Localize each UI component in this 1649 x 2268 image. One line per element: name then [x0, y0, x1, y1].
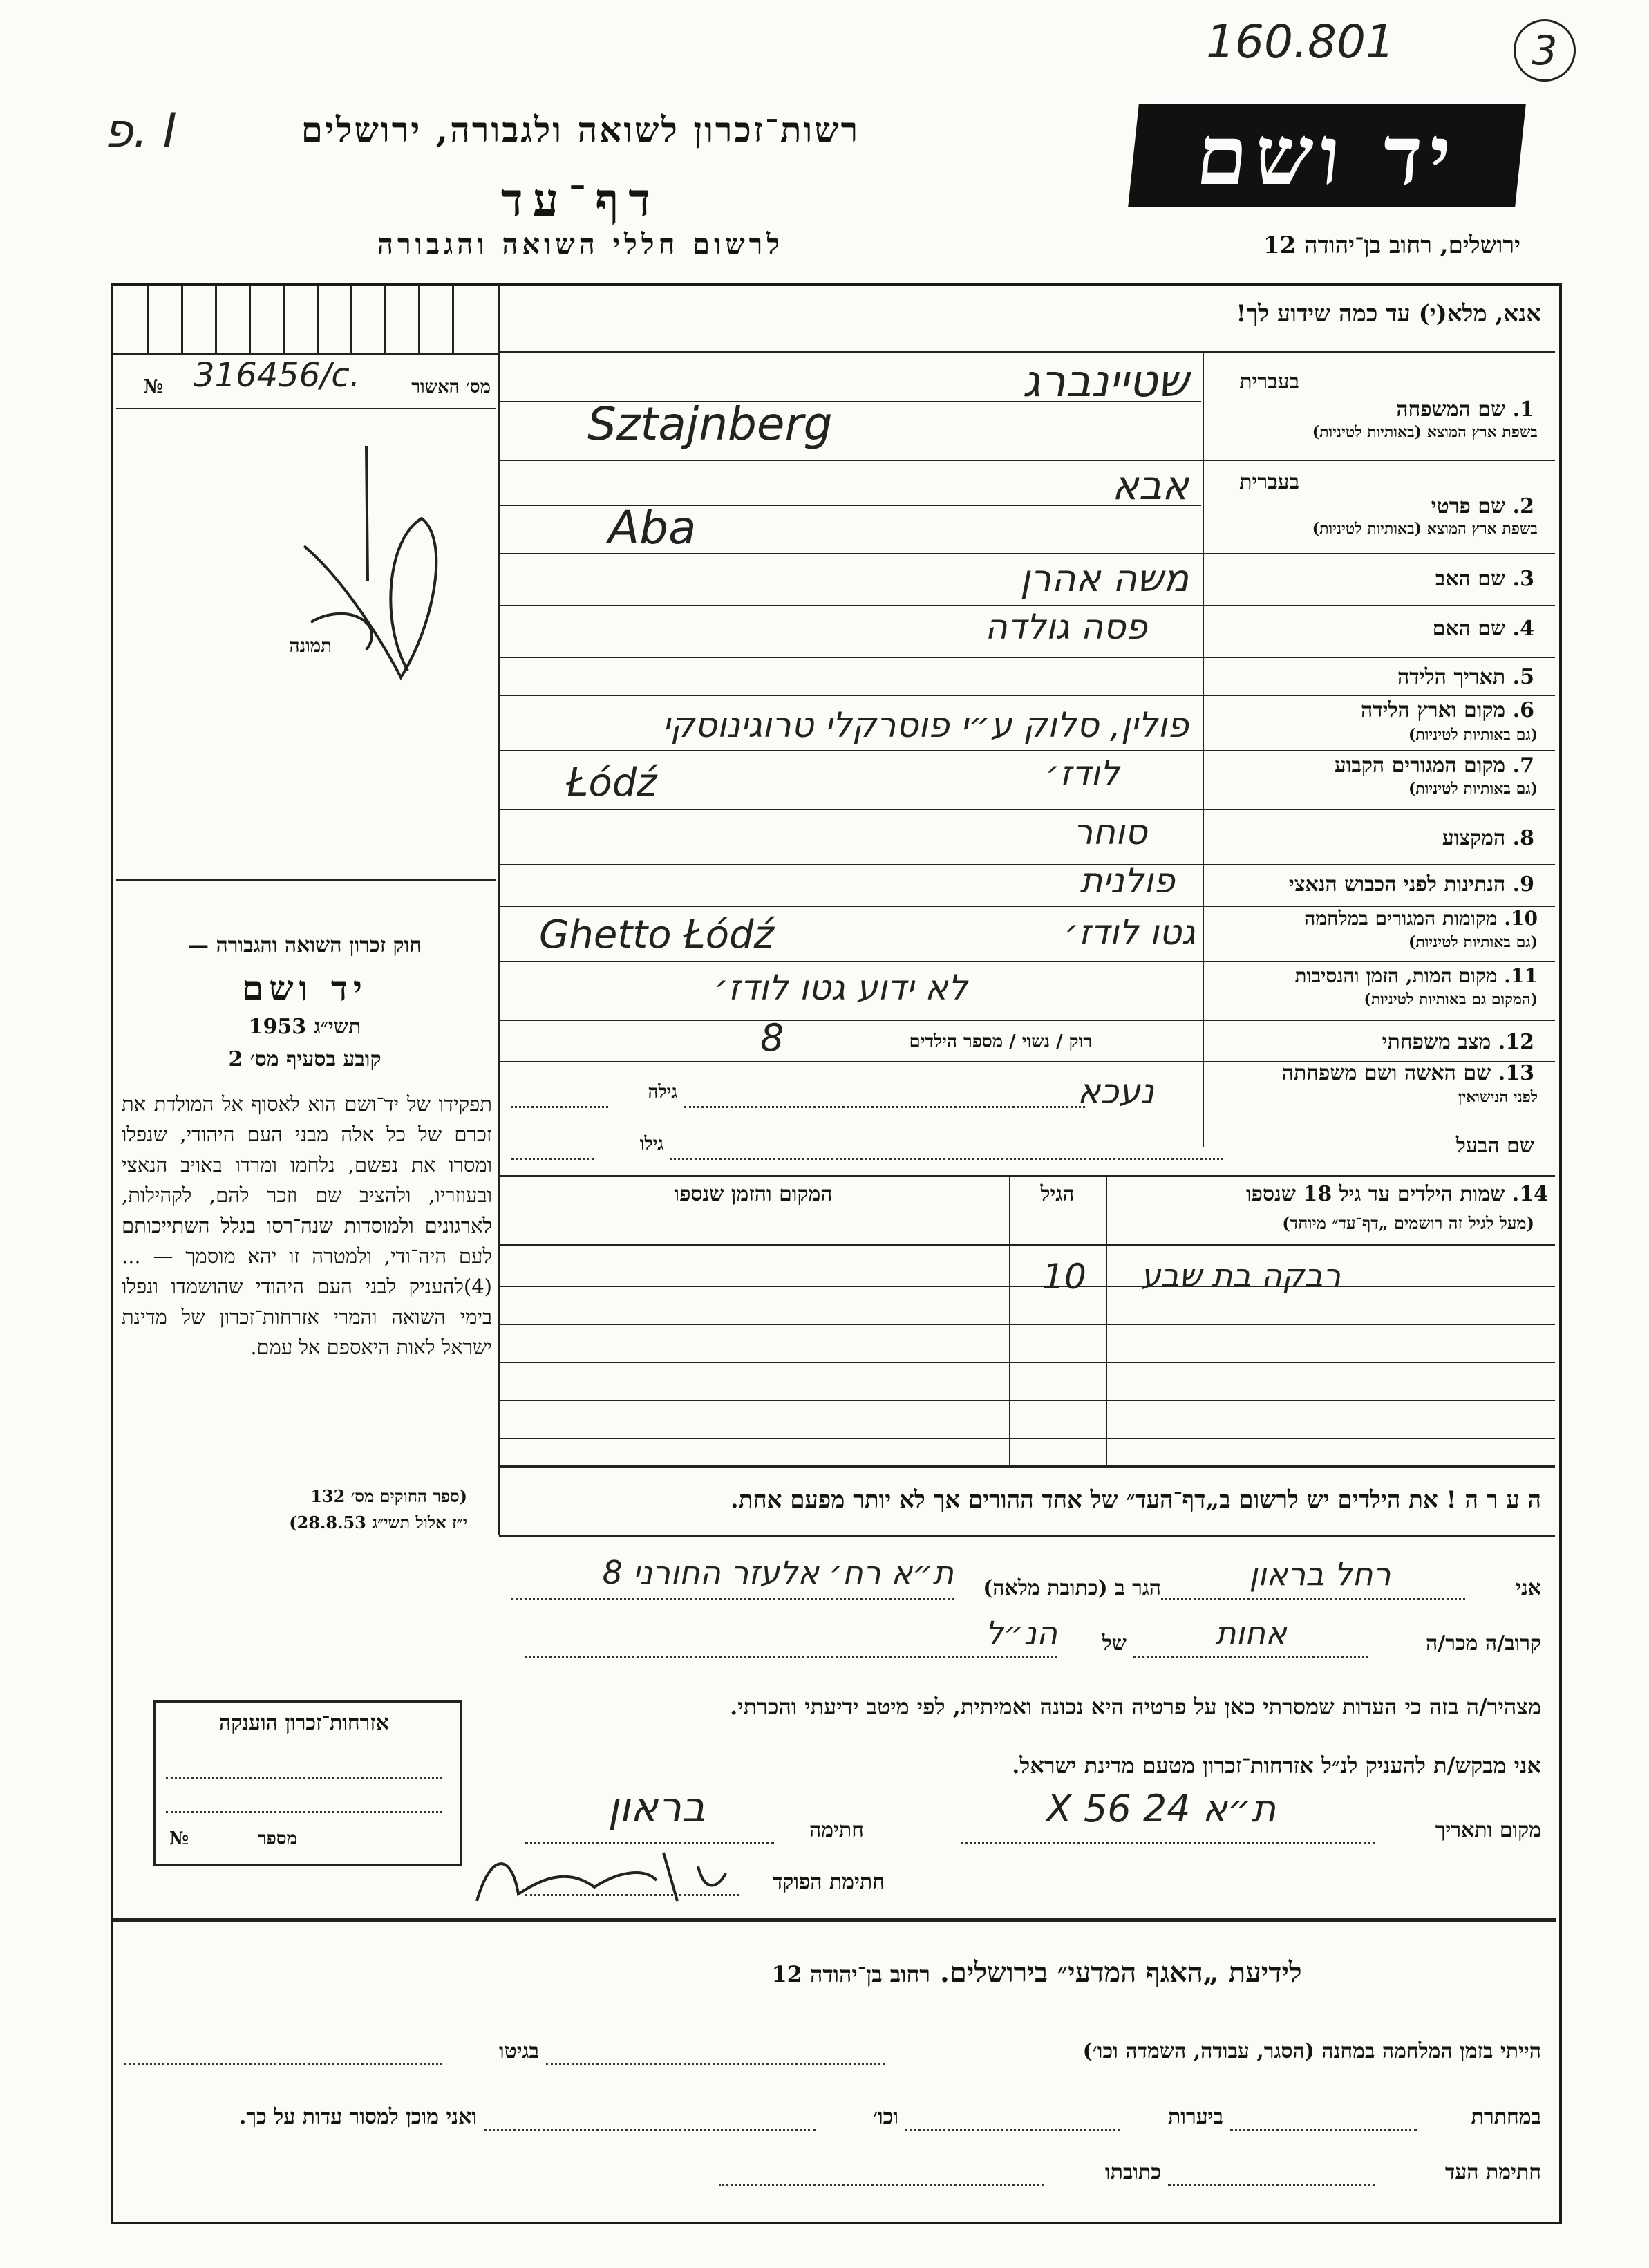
child-name: רבקה בת שבע — [1140, 1257, 1341, 1294]
field-1-hebrew-tag: בעברית — [1239, 370, 1299, 394]
field-13-age-label: גילה — [648, 1082, 677, 1103]
relation-value: אחות — [1215, 1614, 1287, 1651]
field-5-label: 5. תאריך הלידה — [1397, 665, 1534, 689]
field-2-hebrew-tag: בעברית — [1239, 470, 1299, 494]
bottom-title — [484, 1956, 1590, 1989]
place-date-value: ת״א 24 X 56 — [1046, 1787, 1276, 1830]
law-clause: קובע בסעיף מס׳ 2 — [228, 1047, 381, 1071]
witness-signature-label: חתימת העד — [1444, 2160, 1541, 2184]
field-10-latin-value: Ghetto Łódź — [539, 912, 774, 957]
bottom-etc-label: וכו׳ — [873, 2105, 898, 2129]
declaration-resides-label: הגר ב (כתובת מלאה) — [983, 1576, 1161, 1600]
field-10-value: גטו לודז׳ — [1064, 912, 1196, 953]
photo-signature-scribble — [263, 442, 470, 705]
declaration-statement: מצהיר/ה בזה כי העדות שמסרתי כאן על פרטיה היא נכונה ואמיתית, לפי מיטב ידיעתי והכרתי. — [730, 1694, 1541, 1720]
field-12-options: רוק / נשוי / מספר הילדים — [909, 1031, 1092, 1052]
field-1-label: 1. שם המשפחה — [1396, 397, 1534, 422]
bottom-underground-label: במחתרת — [1471, 2105, 1541, 2129]
approval-no-sign: № — [144, 377, 164, 397]
officer-signature-label: חתימת הפוקד — [772, 1870, 885, 1894]
field-2-sub: בשפת ארץ המוצא (באותיות לטיניות) — [1312, 520, 1538, 538]
field-6-value: פולין, סלוק ע״י פוסרקלי טרוגינוסקי — [662, 705, 1189, 745]
field-9-label: 9. הנתינות לפני הכבוש הנאצי — [1288, 872, 1534, 897]
field-3-value: משה אהרן — [1020, 556, 1189, 600]
field-11-sub: (המקום גם באותיות לטיניות) — [1364, 991, 1538, 1009]
signature-icon — [449, 1839, 739, 1915]
husband-label: שם הבעל — [1455, 1134, 1534, 1158]
law-year: תשי״ג 1953 — [248, 1015, 361, 1039]
field-2-label: 2. שם פרטי — [1431, 494, 1534, 518]
law-title: חוק זכרון השואה והגבורה — — [188, 933, 422, 957]
circled-number: 3 — [1514, 19, 1576, 82]
corner-note: פ. I — [104, 104, 177, 158]
bottom-title-text: לידיעת „האגף המדעי״ בירושלים. — [939, 1956, 1302, 1989]
field-3-label: 3. שם האב — [1435, 567, 1534, 591]
husband-age-label: גילו — [639, 1134, 663, 1154]
field-9-value: פולנית — [1080, 861, 1175, 901]
field-7-latin-value: Łódź — [567, 760, 657, 805]
declarant-address: ת״א רח׳ אלעזר החורני 8 — [602, 1554, 954, 1591]
note-text: ה ע ר ה ! את הילדים יש לרשום ב„דף־העד״ של אחד ההורים אך לא יותר מפעם אחת. — [730, 1486, 1541, 1514]
relative-label: קרוב/ה מכר/ה — [1426, 1631, 1541, 1656]
field-8-label: 8. המקצוע — [1442, 826, 1534, 850]
field-1-sub: בשפת ארץ המוצא (באותיות לטיניות) — [1312, 423, 1538, 441]
citizenship-number-label: מספר — [257, 1828, 297, 1849]
declarant-name: רחל בראון — [1249, 1555, 1391, 1593]
children-title: 14. שמות הילדים עד גיל 18 שנספו — [1245, 1182, 1548, 1206]
field-6-sub: (גם באותיות לטיניות) — [1408, 726, 1538, 744]
children-place-header: המקום והזמן שנספו — [674, 1182, 833, 1206]
field-7-label: 7. מקום המגורים הקבוע — [1334, 753, 1534, 778]
field-4-label: 4. שם האם — [1432, 617, 1534, 641]
field-12-label: 12. מצב משפחתי — [1382, 1030, 1534, 1054]
law-logo: יד ושם — [242, 968, 368, 1009]
bottom-ghetto-label: בגיטו — [498, 2039, 539, 2063]
law-reference-1: (ספר החוקים מס׳ 132 — [310, 1486, 467, 1506]
witness-address-label: כתובתו — [1104, 2160, 1161, 2184]
field-2-hebrew-value: אבא — [1111, 462, 1189, 509]
citizenship-title: אזרחות־זכרון הוענקה — [218, 1711, 390, 1735]
declaration-request: אני מבקש/ת להעניק לנ״ל אזרחות־זכרון מטעם מדינת ישראל. — [1012, 1752, 1541, 1779]
bottom-address: רחוב בן־יהודה 12 — [771, 1961, 931, 1987]
bottom-ready-label: ואני מוכן למסור עדות על כך. — [238, 2105, 477, 2129]
of-label: של — [1102, 1631, 1127, 1656]
bottom-forests-label: ביערות — [1167, 2105, 1223, 2129]
citizenship-no: № — [169, 1828, 189, 1849]
field-13-label: 13. שם האשה ושם משפחתה — [1281, 1061, 1534, 1085]
field-10-sub: (גם באותיות לטיניות) — [1408, 933, 1538, 951]
field-11-label: 11. מקום המות, הזמן והנסיבות — [1294, 964, 1538, 987]
officer-signature-scribble — [449, 1839, 739, 1915]
scribble-icon — [263, 442, 470, 705]
declaration-i-label: אני — [1516, 1576, 1541, 1600]
authority-title: רשות־זכרון לשואה ולגבורה, ירושלים — [301, 109, 860, 150]
place-date-label: מקום ותאריך — [1435, 1818, 1541, 1842]
child-age: 10 — [1042, 1257, 1086, 1297]
signature-label: חתימה — [809, 1818, 864, 1842]
children-age-header: הגיל — [1040, 1182, 1075, 1206]
field-2-latin-value: Aba — [608, 501, 697, 554]
bottom-line1-label: הייתי בזמן המלחמה במחנה (הסגר, עבודה, השמדה וכו׳) — [1082, 2039, 1541, 2063]
file-number: 160.801 — [1206, 15, 1395, 68]
law-body: תפקידו של יד־ושם הוא לאסוף אל המולדת את זכרם של כל אלה מבני העם היהודי, שנפלו ומסרו את נפשם, נלחמו ומרדו באויב הנאצי ובעוזריו, ולהציב שם וזכר להם, לקהילות, לארגונים ולמוסדות שנה־רסו בגלל השתייכותם לעם היה־ודי, ולמטרה זו יהא מוסמך — ...(4)להעניק לבני העם היהודי שהושמדו ונפלו בימי השואה והמרי אזרחות־זכרון של מדינת ישראל לאות היאספם אל עמם. — [122, 1092, 492, 1359]
field-1-latin-value: Sztajnberg — [587, 397, 833, 451]
field-6-label: 6. מקום וארץ הלידה — [1360, 698, 1534, 722]
field-7-value: לודז׳ — [1045, 753, 1120, 794]
field-11-value: לא ידוע גטו לודז׳ — [714, 968, 968, 1008]
field-13-sub: לפני הנישואין — [1458, 1088, 1538, 1106]
field-1-hebrew-value: שטיינברג — [1022, 356, 1189, 407]
field-13-value: נעכא — [1077, 1071, 1154, 1112]
header-address: ירושלים, רחוב בן־יהודה 12 — [1263, 232, 1520, 259]
children-sub: (מעל לגיל זה רושמים „דף־עד״ מיוחד) — [1282, 1213, 1534, 1233]
signature-value: בראון — [607, 1783, 706, 1832]
field-4-value: פסה גולדה — [985, 607, 1147, 647]
field-7-sub: (גם באותיות לטיניות) — [1408, 780, 1538, 798]
field-10-label: 10. מקומות המגורים במלחמה — [1304, 907, 1538, 930]
photo-label: תמונה — [289, 636, 332, 657]
of-value: הנ״ל — [985, 1614, 1057, 1651]
law-reference-2: י״ז אלול תשי״ג 28.8.53) — [289, 1512, 467, 1533]
intro-text: אנא, מלא(י) עד כמה שידוע לך! — [1236, 300, 1541, 328]
field-8-value: סוחר — [1073, 812, 1147, 852]
left-column-divider — [498, 286, 500, 1483]
yad-vashem-logo: יד ושם — [1128, 104, 1526, 207]
field-12-children-count: 8 — [760, 1016, 784, 1060]
approval-number-label: מס׳ האשור — [411, 377, 491, 397]
form-subtitle: לרשום חללי השואה והגבורה — [377, 228, 784, 261]
approval-number-value: 316456/c. — [194, 356, 361, 395]
form-title: דף־עד — [500, 173, 661, 227]
